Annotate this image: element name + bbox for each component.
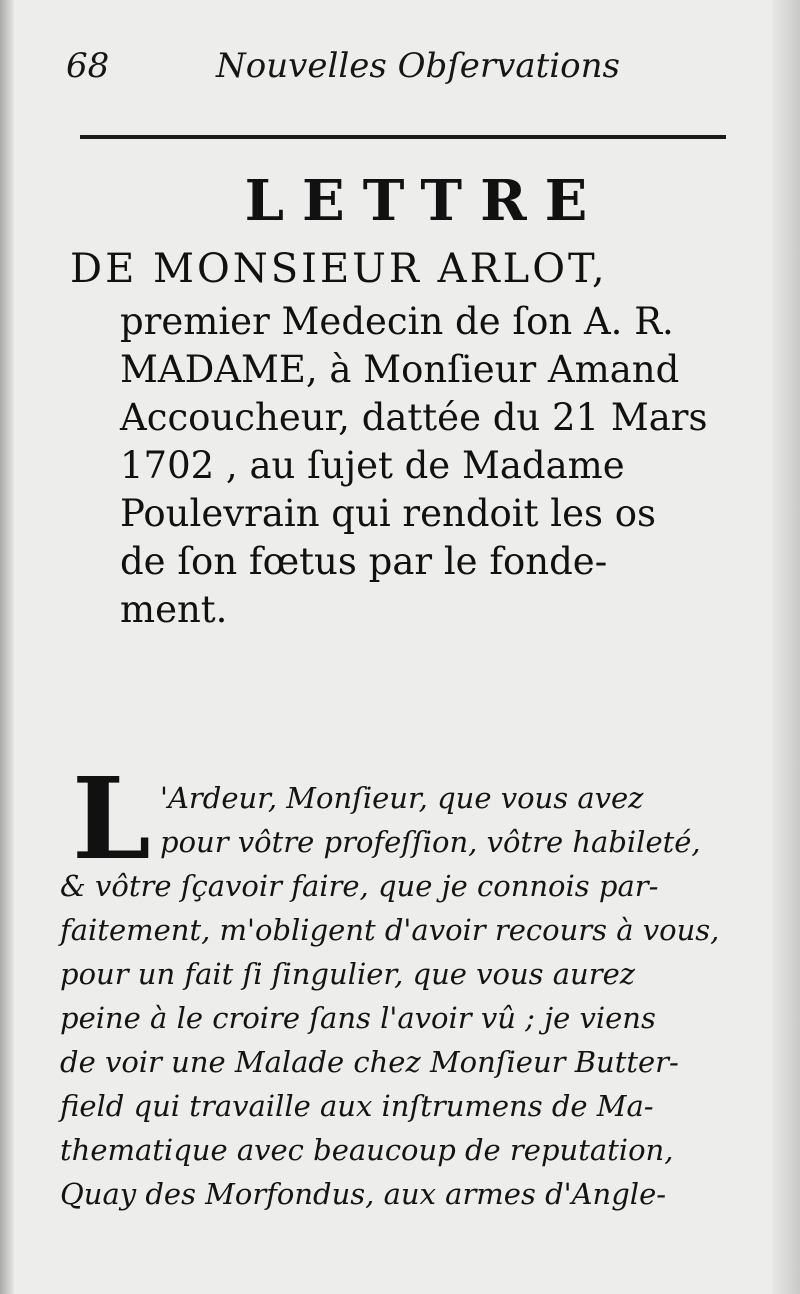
description-line: MADAME, à Monſieur Amand <box>120 348 680 391</box>
description-line: Poulevrain qui rendoit les os <box>120 492 656 535</box>
description-line: Accoucheur, dattée du 21 Mars <box>120 396 708 439</box>
body-line: faitement, m'obligent d'avoir recours à vous, <box>60 913 720 947</box>
running-head <box>66 46 726 98</box>
body-line: 'Ardeur, Monſieur, que vous avez <box>160 781 644 815</box>
header-rule <box>80 135 726 139</box>
description-line: premier Medecin de ſon A. R. <box>120 300 674 343</box>
letter-body <box>60 754 732 1216</box>
body-line: de voir une Malade chez Monſieur Butter- <box>60 1045 679 1079</box>
body-line: pour un fait ſi ſingulier, que vous aurez <box>60 957 636 991</box>
running-title: Nouvelles Obſervations <box>216 46 620 86</box>
body-line: thematique avec beaucoup de reputation, <box>60 1133 674 1167</box>
body-line: peine à le croire ſans l'avoir vû ; je viens <box>60 1001 656 1035</box>
drop-cap: L <box>72 754 151 885</box>
letter-description <box>120 298 750 634</box>
letter-author-line: DE MONSIEUR ARLOT, <box>70 246 608 292</box>
letter-title-block <box>70 168 750 634</box>
body-line: pour vôtre profeſſion, vôtre habileté, <box>160 825 701 859</box>
body-line: field qui travaille aux inſtrumens de Ma- <box>60 1089 654 1123</box>
description-line: ment. <box>120 588 228 631</box>
page-number: 68 <box>66 46 110 86</box>
letter-title: LETTRE <box>244 168 606 234</box>
description-line: 1702 , au ſujet de Madame <box>120 444 625 487</box>
description-line: de ſon fœtus par le fonde- <box>120 540 608 583</box>
body-line: Quay des Morfondus, aux armes d'Angle- <box>60 1177 667 1211</box>
body-line: & vôtre ſçavoir faire, que je connois par- <box>60 869 659 903</box>
